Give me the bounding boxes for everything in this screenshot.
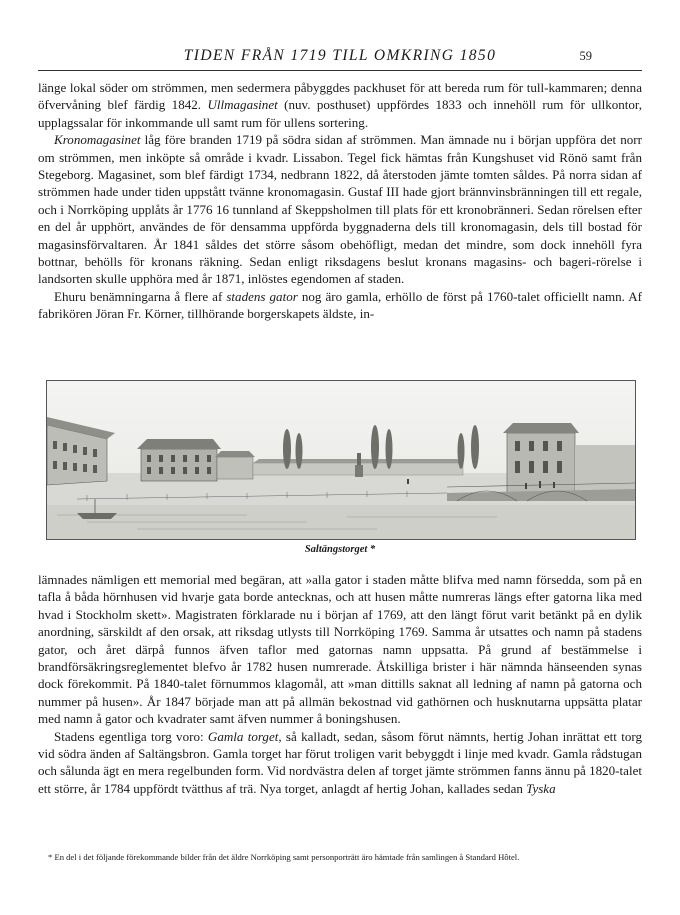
italic-term: Ullmagasinet <box>207 97 278 113</box>
italic-term: Kronomagasinet <box>54 132 141 148</box>
chapter-title: TIDEN FRÅN 1719 TILL OMKRING 1850 <box>183 47 497 64</box>
text-run: lämnades nämligen ett memorial med begäran, att »alla gator i staden måtte blifva med namn försedda, som på en tafla å båda hörnhusen vid hvarje gata borde antecknas, och att husen måtte numreras längs efter gatorna lika med hvad i Stockholm skett». Magistraten förklarade nu i början af 1769, att den längt förut varit betänkt på en dylik anordning, särskildt af den orsak, att riksdag utlysts till Norrköping 1769. Samma år utsattes och namn på stadens gator, och året därpå funnos äfven taflor med gatornas namn uppsatta. På grund af bestämmelse i brandförsäkringsreglementet blefvo år 1782 husen numrerade. Åtskilliga brister i här nämnda hänseenden synas dock förekommit. På 1840-talet förnummos klagomål, att »man dittills saknat all ledning af namn på gatorna och nummer på husen». År 1847 började man att på allmän bekostnad vid gathörnen och husknutarna uppsätta platar med namn å gator och kvadrater samt äfven nummer å boningshusen. <box>38 572 642 727</box>
paragraph <box>38 79 642 131</box>
text-run: Stadens egentliga torg voro: <box>54 728 208 744</box>
italic-term: Tyska <box>526 780 556 796</box>
running-header <box>0 47 680 67</box>
italic-term: stadens gator <box>226 288 298 304</box>
paragraph <box>38 288 642 323</box>
paragraph <box>38 571 642 728</box>
italic-term: Gamla torget, <box>207 728 282 744</box>
saltangstorget-illustration <box>46 380 636 540</box>
paragraph <box>38 728 642 798</box>
text-run: så kalladt, sedan, såsom förut nämnts, hertig Johan inrättat ett torg vid södra änden af Saltängsbron. Gamla torget har förut troligen varit bebyggdt i linje med kvadr. Gamla rådstugan och sålunda ägt en mera regelbunden form. Vid nordvästra delen af torget jämte strömmen fanns ännu på 1820-talet ett större, år 1784 uppfördt tvätthus af trä. Nya torget, anlagdt af hertig Johan, kallades sedan <box>38 728 642 796</box>
footnote: * En del i det följande förekommande bilder från det äldre Norrköping samt personporträtt äro hämtade från samlingen å Standard Hôtel. <box>48 852 520 862</box>
paragraph <box>38 131 642 288</box>
figure-caption: Saltängstorget * <box>304 544 376 555</box>
page-number: 59 <box>579 49 592 63</box>
text-run: låg före branden 1719 på södra sidan af strömmen. Man ämnade nu i början uppföra det norr om strömmen, men inköpte så område i kvadr. Lissabon. Tegel fick hämtas från Kungshuset vid Rönö samt från Stegeborg. Magasinet, som blef färdigt 1734, nedbrann 1822, då återstoden jämte tomten såldes. På norra sidan af strömmen hade under tiden uppstått tvänne kronomagasin. Gustaf III hade gjort brännvinsbränningen till ett regale, och i Norrköping upplåts år 1776 16 tunnland af Skeppsholmen till plats för ett kronobränneri. Sedan rörelsen efter en del år upphört, användes de för densamma uppförda byggnaderna dels till kronomagasin, dels till bostad för magasinsförvaltaren. År 1841 såldes det större såsom obehöfligt, medan det mindre, som dock innehöll fyra bottnar, behölls för kronans räkning. Sedan enligt riksdagens beslut kronans magasins- och bageri-rörelse i landsorten skulle upphöra med år 1871, inlöstes egendomen af staden. <box>38 132 642 287</box>
text-run: länge lokal söder om strömmen, men sedermera påbyggdes packhuset för att bereda rum för tull-kammaren; denna öfvervåning blef färdig 1842. <box>38 80 642 113</box>
text-run: Ehuru benämningarna å flere af <box>54 288 227 304</box>
text-run: nog äro gamla, erhöllo de först på 1760-talet officiellt namn. Af fabrikören Jöran Fr. Körner, tillhörande borgerskapets äldste, in- <box>38 288 643 322</box>
body-text-bottom <box>38 571 642 797</box>
text-run: (nuv. posthuset) uppfördes 1833 och innehöll rum för ullkontor, upplagssalar för inkommande ull samt rum för ullens sortering. <box>38 97 642 130</box>
header-rule <box>38 70 642 71</box>
body-text-top <box>38 79 642 323</box>
